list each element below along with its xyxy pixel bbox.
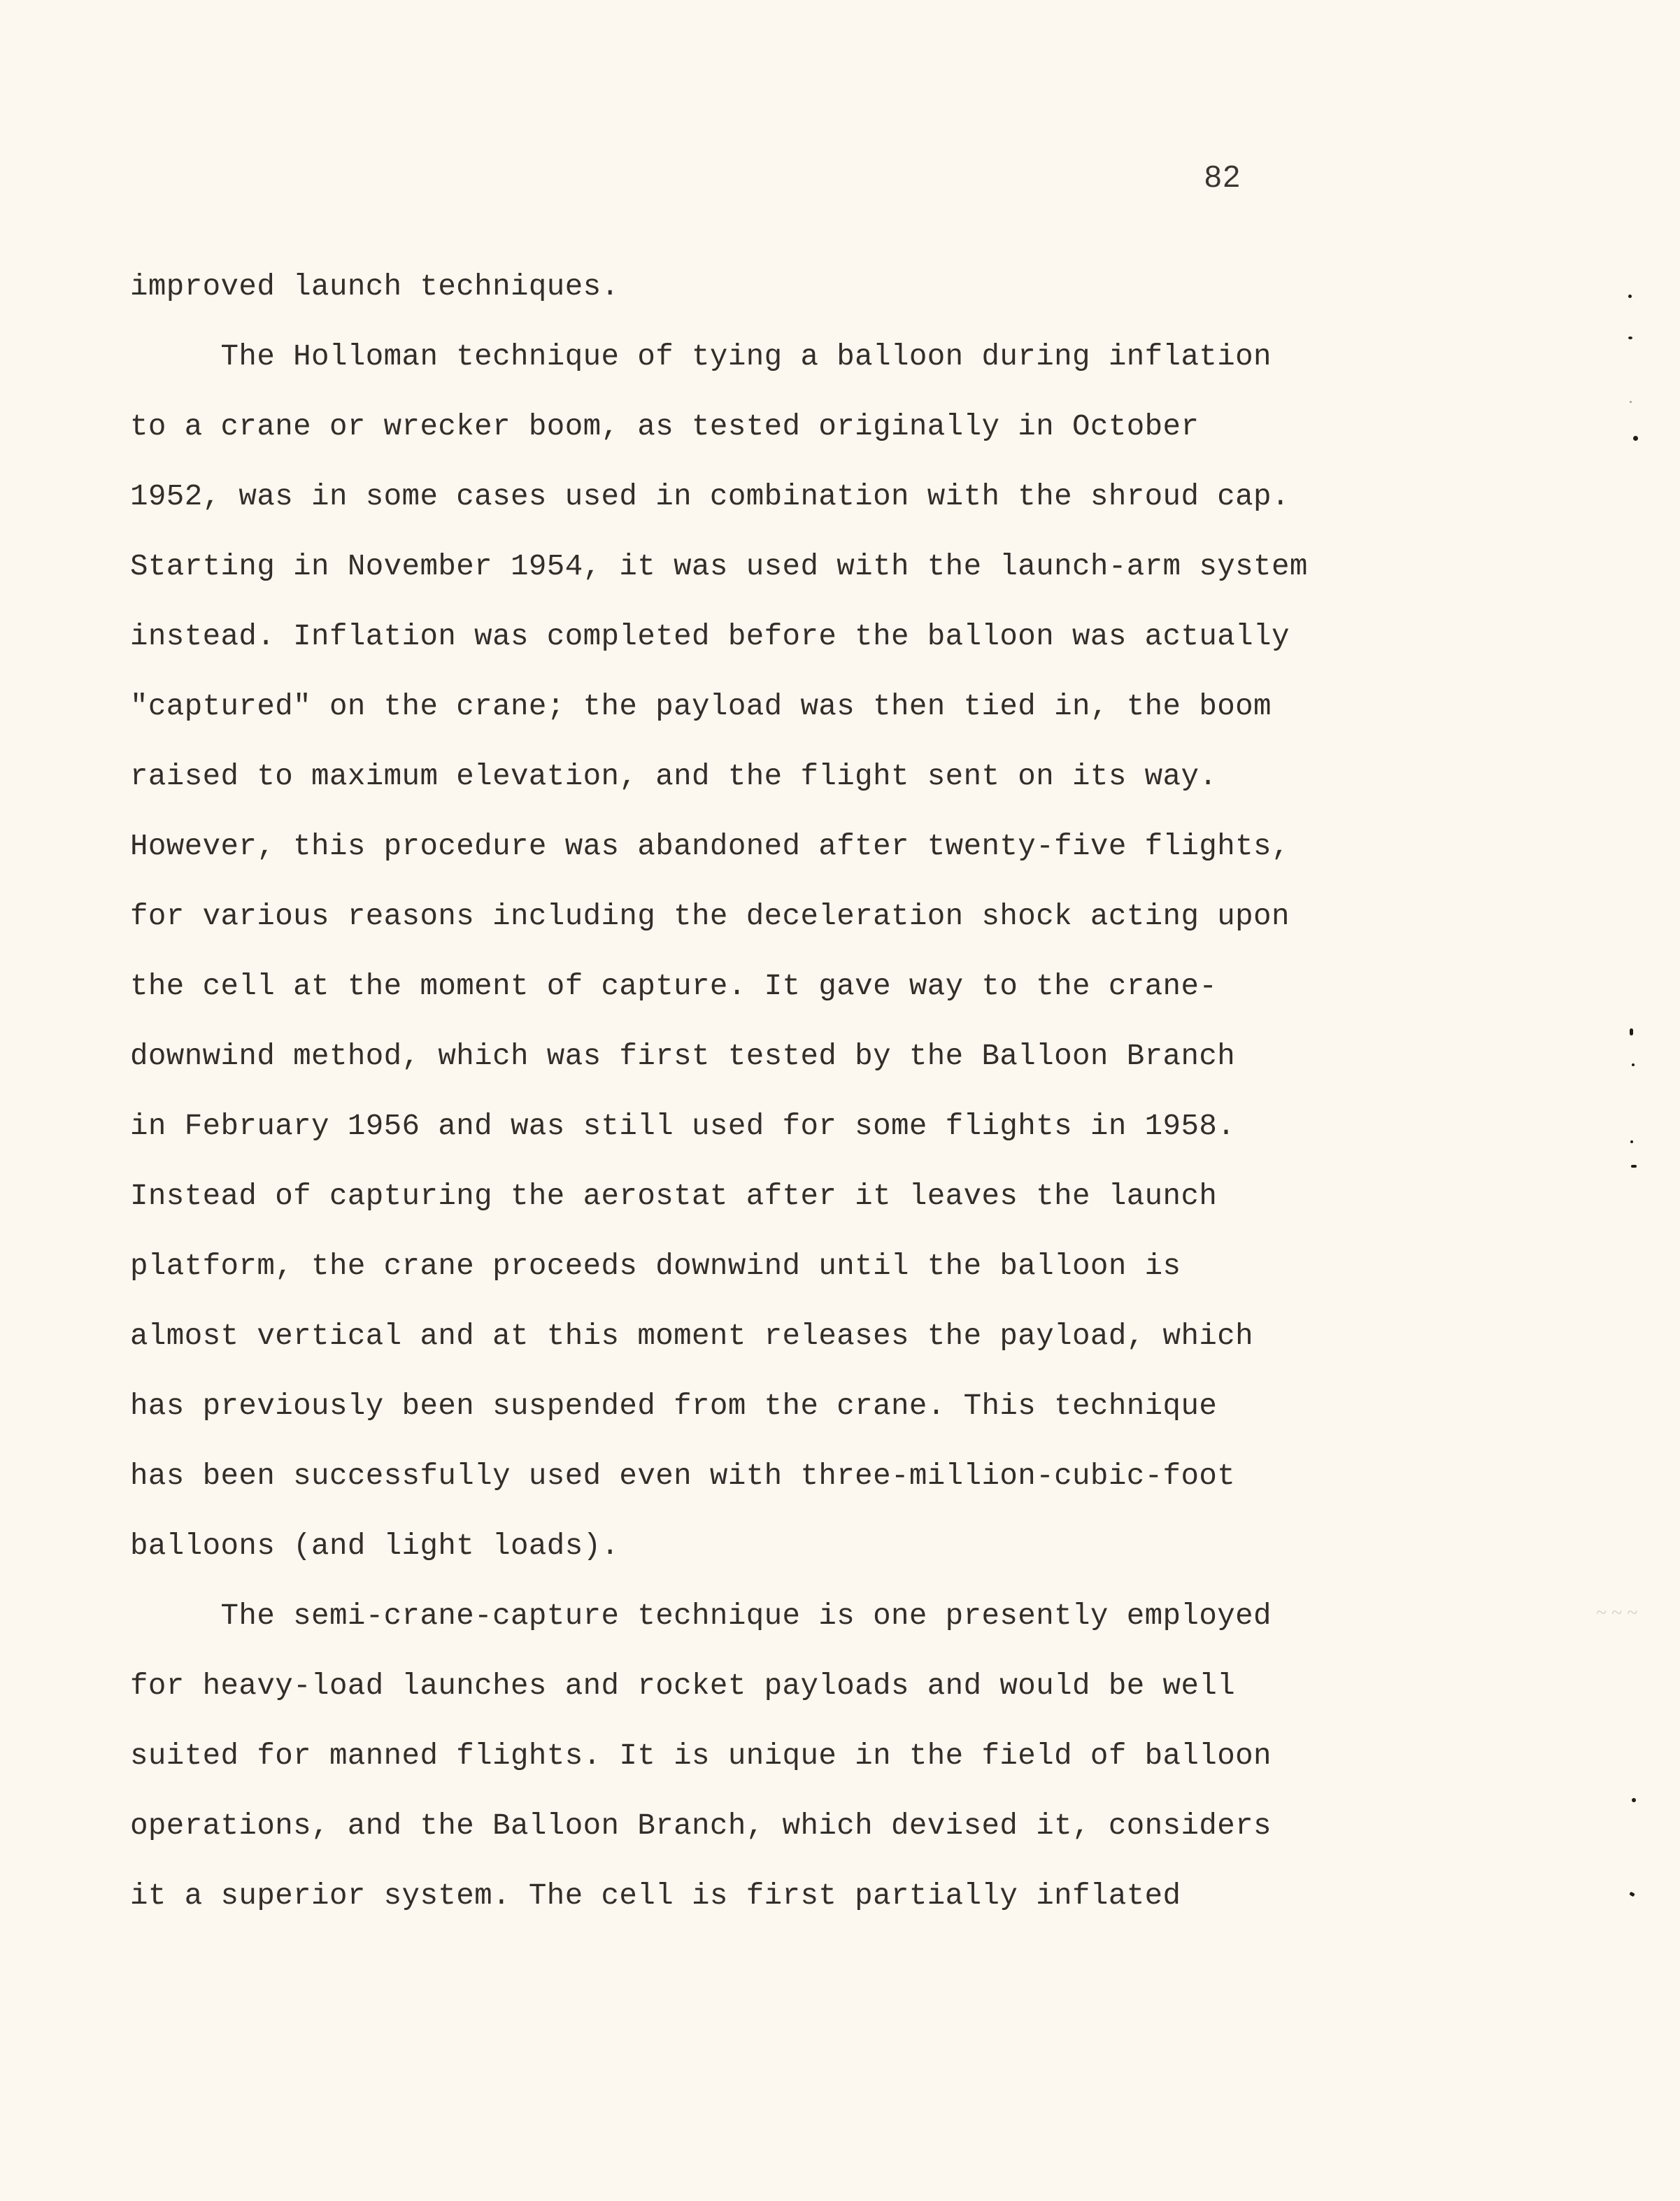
show-through-smudge: ~ ~ ~ <box>1596 1602 1638 1624</box>
page-number: 82 <box>1204 160 1241 194</box>
text-line: 1952, was in some cases used in combination with the shroud cap. <box>130 480 1290 514</box>
text-line: The Holloman technique of tying a balloon during inflation <box>130 340 1272 374</box>
text-line: platform, the crane proceeds downwind until the balloon is <box>130 1250 1181 1283</box>
text-line: instead. Inflation was completed before the balloon was actually <box>130 620 1290 653</box>
text-line: for heavy-load launches and rocket payloads and would be well <box>130 1669 1236 1703</box>
margin-speck <box>1631 1165 1637 1168</box>
text-line: balloons (and light loads). <box>130 1529 620 1563</box>
text-line: The semi-crane-capture technique is one presently employed <box>130 1599 1272 1633</box>
text-line: raised to maximum elevation, and the flight sent on its way. <box>130 760 1218 793</box>
text-line: Instead of capturing the aerostat after it leaves the launch <box>130 1180 1218 1213</box>
text-line: operations, and the Balloon Branch, which devised it, considers <box>130 1809 1272 1843</box>
text-line: has been successfully used even with three-million-cubic-foot <box>130 1459 1236 1493</box>
text-line: in February 1956 and was still used for some flights in 1958. <box>130 1110 1236 1143</box>
text-line: to a crane or wrecker boom, as tested originally in October <box>130 410 1200 444</box>
margin-speck <box>1632 1798 1636 1802</box>
text-line: has previously been suspended from the crane. This technique <box>130 1389 1218 1423</box>
text-line: the cell at the moment of capture. It gave way to the crane- <box>130 970 1218 1003</box>
text-line: "captured" on the crane; the payload was then tied in, the boom <box>130 690 1272 723</box>
margin-speck <box>1630 401 1632 403</box>
margin-speck <box>1629 1892 1635 1897</box>
margin-speck <box>1628 337 1632 339</box>
text-line: almost vertical and at this moment releases the payload, which <box>130 1319 1254 1353</box>
margin-speck <box>1632 1063 1635 1066</box>
margin-speck <box>1630 1028 1633 1035</box>
margin-speck <box>1628 295 1632 298</box>
text-line: suited for manned flights. It is unique in the field of balloon <box>130 1739 1272 1773</box>
margin-speck <box>1630 1140 1633 1143</box>
text-line: for various reasons including the deceleration shock acting upon <box>130 900 1290 933</box>
text-line: downwind method, which was first tested by the Balloon Branch <box>130 1040 1236 1073</box>
text-line: improved launch techniques. <box>130 270 620 304</box>
text-line: Starting in November 1954, it was used with the launch-arm system <box>130 550 1308 583</box>
text-line: it a superior system. The cell is first partially inflated <box>130 1879 1181 1913</box>
margin-speck <box>1633 436 1638 441</box>
text-line: However, this procedure was abandoned after twenty-five flights, <box>130 830 1290 863</box>
